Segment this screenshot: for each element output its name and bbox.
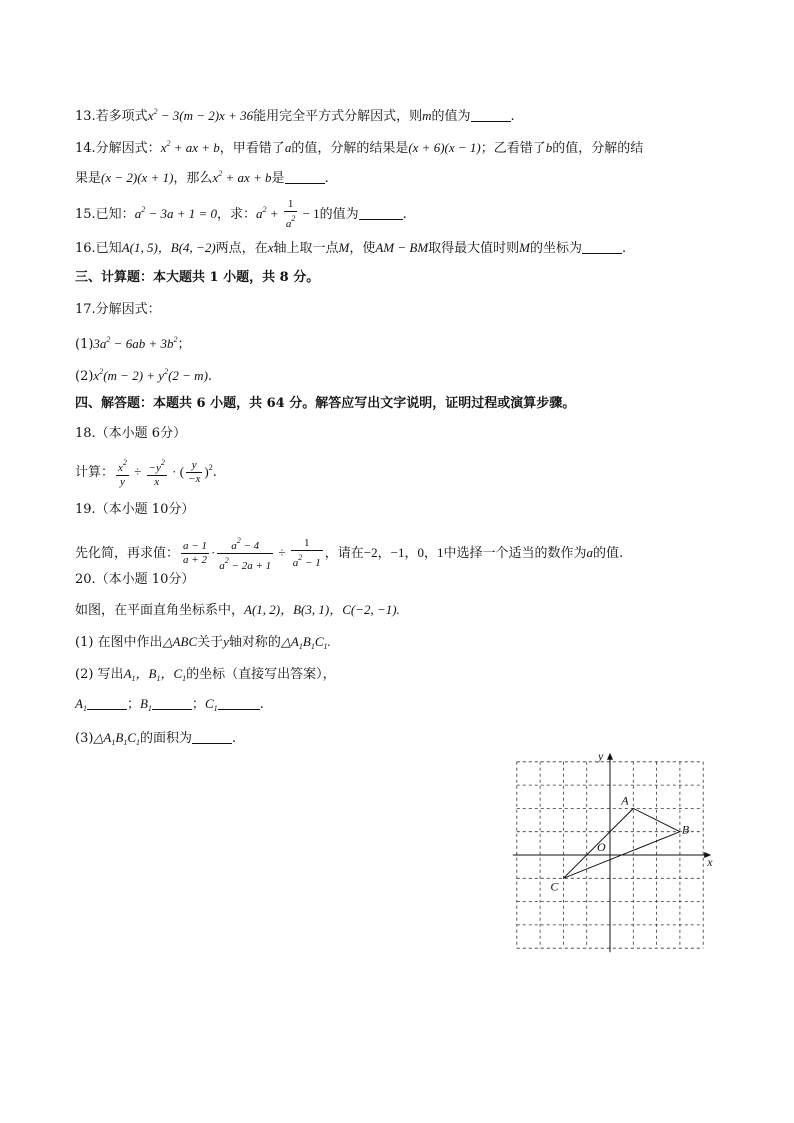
q13-answer-blank[interactable]	[471, 107, 511, 122]
q14-text6: ，那么	[173, 171, 213, 186]
q16-prefix: 16.已知	[75, 241, 122, 256]
question-19-body: 先化简，再求值： $\frac{a - 1}{a + 2}$ · $\frac{a^2 - 4}{a^2 - 2a + 1}$ ÷ $\frac{1}{a^2 - 1}$ ，请在−2，−1，0，1中选择一个适当的数作为a的值.	[75, 536, 624, 572]
q20-triangle-abc: △ABC	[162, 634, 198, 649]
q20-a1-blank[interactable]	[87, 695, 127, 710]
label-a: A	[621, 793, 629, 808]
triangle-abc	[563, 808, 680, 878]
q14-result2: (x − 2)(x + 1)	[101, 170, 174, 185]
q14-text7: 是	[271, 171, 285, 186]
q19-frac1: $\frac{a - 1}{a + 2}$	[183, 540, 207, 566]
q14-a: a	[284, 140, 292, 155]
q16-mid3: ，使	[349, 241, 376, 256]
q19-value4: 1	[436, 545, 444, 560]
q14-text1: ，甲看错了	[219, 141, 285, 156]
question-20-part1	[75, 632, 331, 657]
q20-c1-label: $C_1$	[204, 696, 218, 713]
question-20-part2	[75, 664, 336, 689]
q19-mid: ，请在	[324, 546, 364, 561]
axes	[513, 753, 711, 952]
figure-labels	[550, 749, 713, 894]
q16-mid1: 两点，在	[215, 241, 268, 256]
question-17-part1	[75, 330, 190, 355]
q14-text5: 果是	[75, 171, 102, 186]
q20-triangle-a1b1c1: $\triangle A_1B_1C_1$.	[280, 634, 331, 651]
q16-expr: AM − BM	[375, 240, 429, 255]
q20-triangle-area: $\triangle A_1B_1C_1$	[93, 730, 140, 747]
q19-end: 的值.	[593, 546, 624, 561]
q16-mid2: 轴上取一点	[273, 241, 339, 256]
q15-end: .	[402, 207, 407, 222]
q20-p2a: (2) 写出	[75, 667, 124, 682]
question-14-line1	[75, 134, 643, 159]
q14-end: .	[324, 171, 329, 186]
y-axis-arrow-icon	[607, 753, 613, 760]
q18-frac1: $\frac{x^2}{y}$	[118, 458, 127, 488]
q13-var: m	[422, 108, 432, 123]
q15-mid: ，求：	[217, 207, 257, 222]
q17-p1-label: (1)	[75, 337, 94, 352]
q20-y: y	[223, 634, 229, 649]
q14-expr: $x^2$ + ax + b	[160, 139, 220, 155]
q19-value2: −1	[390, 545, 405, 560]
q19-a: a	[586, 545, 593, 560]
q20-p3b: 的面积为	[140, 731, 193, 746]
q20-points-list: $A_1$，$B_1$，$C_1$	[123, 666, 187, 683]
label-b: B	[681, 822, 690, 837]
question-13	[75, 102, 515, 127]
question-18-title: 18.（本小题 6分）	[75, 426, 187, 441]
q20-c1-blank[interactable]	[218, 695, 260, 710]
q19-suffix: 中选择一个适当的数作为	[443, 546, 587, 561]
q19-frac2: $\frac{a^2 - 4}{a^2 - 2a + 1}$	[219, 536, 272, 572]
q18-end: .	[212, 465, 217, 480]
q16-M2: M	[519, 240, 531, 255]
question-17-title: 17.分解因式：	[75, 302, 161, 317]
q13-end: .	[510, 109, 515, 124]
section-4-heading: 四、解答题：本题共 6 小题，共 64 分。解答应写出文字说明，证明过程或演算步骤。	[75, 396, 576, 411]
q20-b1-blank[interactable]	[152, 695, 192, 710]
q14-answer-blank[interactable]	[285, 169, 325, 184]
q19-value1: −2	[363, 545, 378, 560]
q17-p1-end: ；	[177, 337, 191, 352]
q20-p1c: 轴对称的	[228, 635, 281, 650]
q17-p2-expr: $x^2(m - 2) + y^2(2 - m)$	[93, 367, 208, 383]
q17-p2-label: (2)	[75, 369, 94, 384]
q17-p2-end: .	[207, 369, 213, 384]
q19-label: 先化简，再求值：	[75, 546, 180, 561]
q20-points: A(1, 2)，B(3, 1)，C(−2, −1).	[244, 602, 400, 617]
q20-p1a: (1) 在图中作出	[75, 635, 163, 650]
q17-p1-expr: $3a^2 - 6ab + 3b^2$	[93, 335, 178, 351]
q15-suffix: 的值为	[319, 207, 359, 222]
q14-expr2: $x^2$ + ax + b	[212, 169, 272, 185]
label-c: C	[550, 879, 559, 894]
question-20-intro	[75, 600, 400, 621]
q13-prefix: 13.若多项式	[75, 109, 148, 124]
q18-frac3: $\frac{y}{-x}$	[188, 459, 201, 485]
q15-fraction: $\frac{1}{a^2}$	[285, 198, 296, 230]
q15-prefix: 15.已知：	[75, 207, 135, 222]
question-18-body: 计算： $\frac{x^2}{y}$ ÷ $\frac{-y^2}{x}$ · ( $\frac{y}{-x}$ )$^2$.	[75, 458, 217, 488]
q14-text4: 的值，分解的结	[552, 141, 644, 156]
question-15: 15.已知：$a^2 - 3a + 1 = 0$，求：$a^2$ + $\frac{1}{a^2}$ − 1的值为 .	[75, 198, 407, 230]
section-3-heading: 三、计算题：本大题共 1 小题，共 8 分。	[75, 270, 320, 285]
q20-p2b: 的坐标（直接写出答案），	[186, 667, 336, 682]
question-17-part2	[75, 362, 212, 387]
question-14-line2	[75, 164, 329, 189]
q19-frac3: $\frac{1}{a^2 - 1}$	[292, 537, 321, 569]
q20-a1-label: $A_1$	[75, 696, 87, 713]
question-20-part3	[75, 728, 236, 753]
q18-label: 计算：	[75, 465, 115, 480]
q16-M: M	[338, 240, 350, 255]
q13-polynomial: $x^2 - 3(m - 2)x + 36$	[147, 107, 254, 123]
q19-value3: 0	[417, 545, 424, 560]
q14-label: 14.分解因式：	[75, 141, 161, 156]
q20-p1b: 关于	[197, 635, 224, 650]
q16-suffix: 的坐标为	[530, 241, 583, 256]
q15-given: $a^2 - 3a + 1 = 0$	[134, 205, 218, 221]
q18-frac2: $\frac{-y^2}{x}$	[148, 458, 165, 488]
q20-b1-label: $B_1$	[139, 696, 152, 713]
q20-area-blank[interactable]	[192, 729, 232, 744]
q16-answer-blank[interactable]	[582, 239, 622, 254]
label-axis-x: x	[707, 855, 713, 869]
question-19-title: 19.（本小题 10分）	[75, 502, 195, 517]
q20-intro: 如图，在平面直角坐标系中，	[75, 603, 245, 618]
q20-p3a: (3)	[75, 731, 94, 746]
q16-mid4: 取得最大值时则	[428, 241, 520, 256]
q16-end: .	[622, 241, 627, 256]
coordinate-figure	[505, 742, 720, 957]
q13-suffix: 的值为	[431, 109, 471, 124]
question-20-title: 20.（本小题 10分）	[75, 572, 195, 587]
label-axis-y: y	[598, 748, 604, 763]
question-20-answers: $A_1$ ；$B_1$ ；$C_1$ .	[75, 696, 264, 713]
q14-text2: 的值，分解的结果是	[291, 141, 409, 156]
q13-mid: 能用完全平方式分解因式，则	[253, 109, 423, 124]
q20-end: .	[232, 731, 237, 746]
q14-text3: ；乙看错了	[480, 141, 546, 156]
question-16	[75, 238, 626, 259]
q16-points: A(1, 5)，B(4, −2)	[121, 240, 216, 255]
q14-b: b	[545, 140, 553, 155]
q15-expr: $a^2$ +	[256, 205, 282, 221]
label-origin: O	[597, 840, 606, 854]
q15-answer-blank[interactable]	[359, 205, 403, 220]
q16-x: x	[267, 240, 274, 255]
q14-result1: (x + 6)(x − 1)	[408, 140, 481, 155]
